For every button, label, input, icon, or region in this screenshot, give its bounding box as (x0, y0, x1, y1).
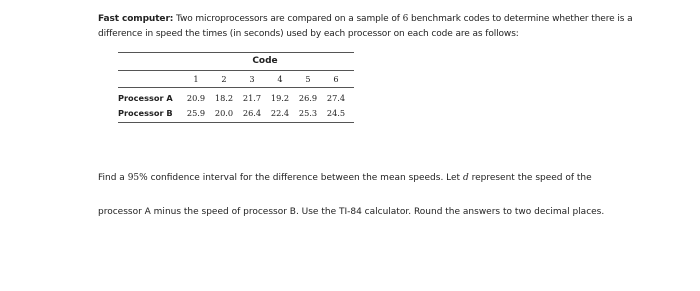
code-group-header: Code (252, 56, 278, 66)
table-cell: 20.0 (214, 107, 234, 118)
code-header-row (118, 71, 354, 87)
question-line-2: processor A minus the speed of processor B. Use the TI-84 calculator. Round the answers to two decimal places. (98, 207, 605, 217)
problem-intro (98, 12, 658, 42)
table-cell: 27.4 (326, 92, 346, 103)
table-cell: 25.9 (186, 107, 206, 118)
benchmark-table (118, 52, 354, 123)
table-cell: 22.4 (270, 107, 290, 118)
table-bottom-rule (118, 122, 354, 123)
question-text-c: represent the speed of the (468, 173, 592, 183)
table-cell: 24.5 (326, 107, 346, 118)
table-row (118, 105, 354, 120)
question-line-1 (98, 171, 658, 185)
confidence-level: 95% (127, 173, 148, 183)
table-body (118, 88, 354, 122)
question-text-a: Find a (98, 173, 128, 183)
row-label: Processor A (118, 92, 173, 103)
code-header-cell: 3 (249, 74, 255, 84)
row-label: Processor B (118, 107, 173, 118)
code-header-cell: 6 (333, 74, 339, 84)
table-cell: 20.9 (186, 92, 206, 103)
table-cell: 26.4 (242, 107, 262, 118)
table-cell: 21.7 (242, 92, 262, 103)
problem-title: Fast computer: (98, 14, 174, 24)
question-text-b: confidence interval for the difference between the mean speeds. Let (147, 173, 463, 183)
table-cell: 19.2 (270, 92, 290, 103)
difference-variable: d (462, 173, 469, 183)
intro-text-b: benchmark codes to determine whether there is a difference in speed the times (in seconds) used by each processor on each code are as follows: (98, 14, 633, 39)
code-header-cell: 4 (277, 74, 283, 84)
code-header-cell: 1 (193, 74, 199, 84)
code-header-cell: 5 (305, 74, 311, 84)
table-cell: 26.9 (298, 92, 318, 103)
code-header-cell: 2 (221, 74, 227, 84)
sample-size: 6 (402, 14, 409, 24)
table-cell: 25.3 (298, 107, 318, 118)
table-cell: 18.2 (214, 92, 234, 103)
table-row (118, 90, 354, 105)
intro-text-a: Two microprocessors are compared on a sample of (173, 14, 403, 24)
